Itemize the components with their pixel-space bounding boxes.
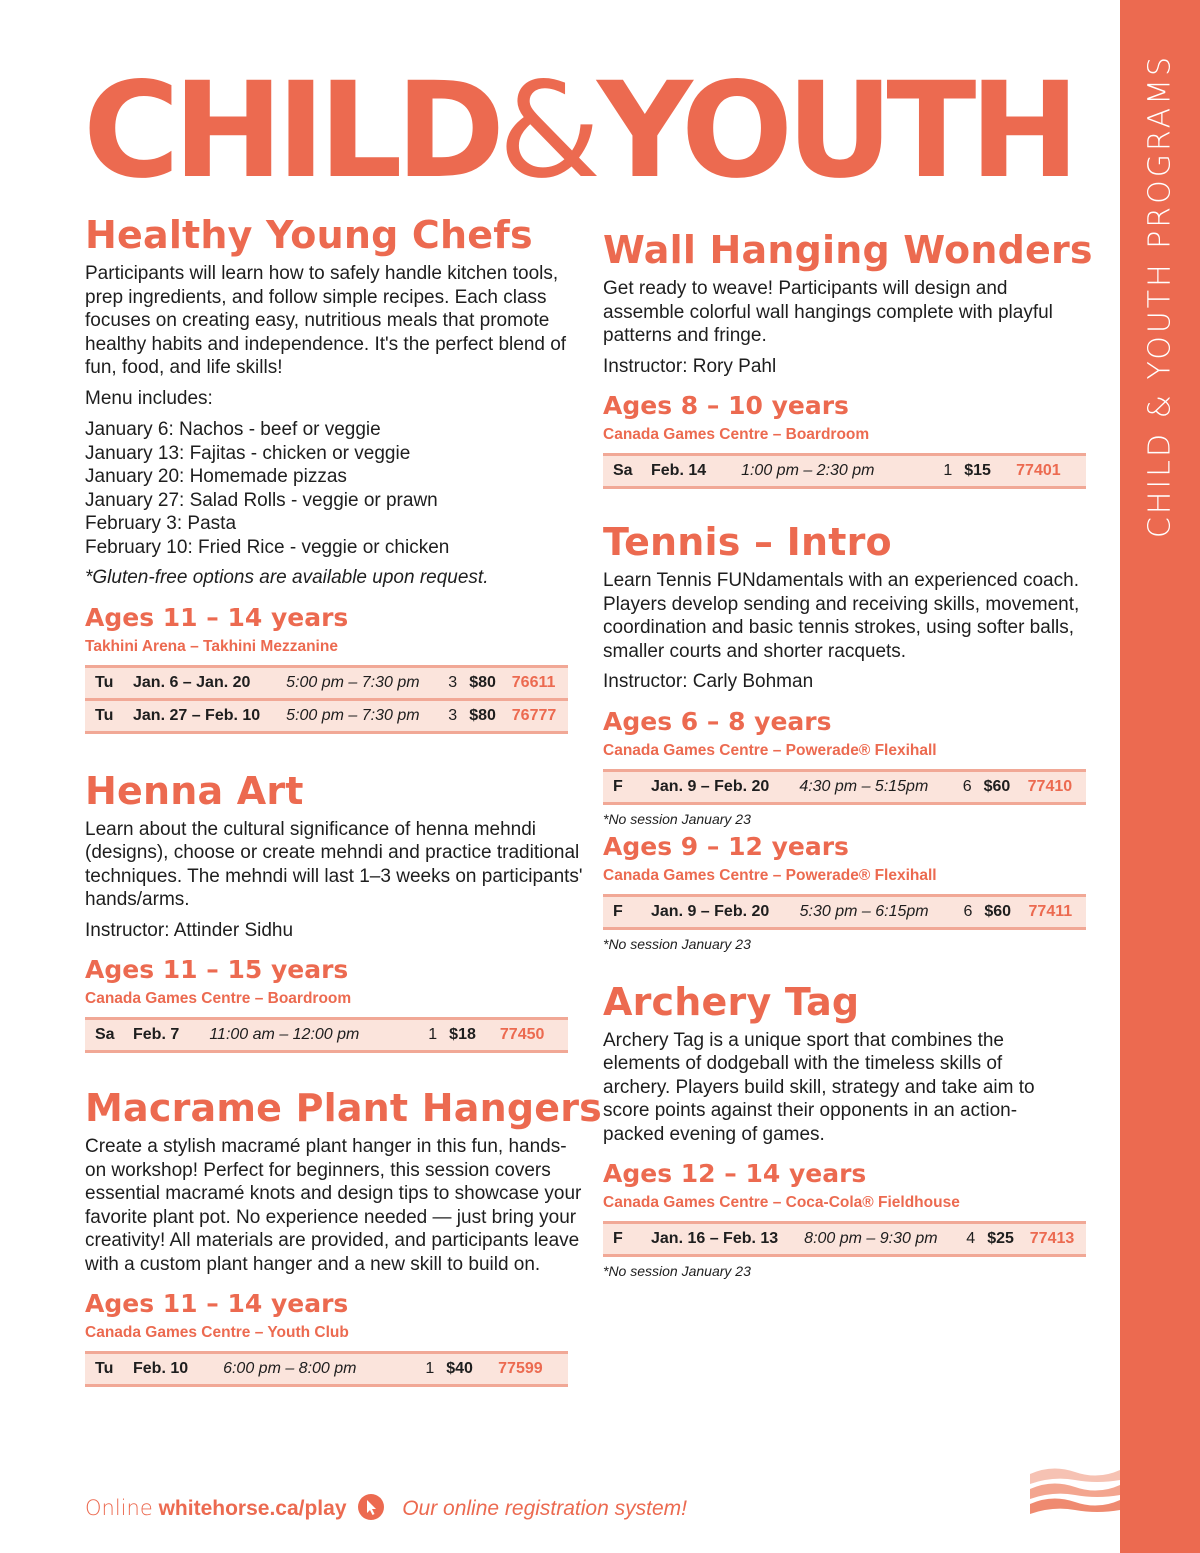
instructor: Instructor: Rory Pahl xyxy=(603,355,777,377)
venue: Canada Games Centre – Powerade® Flexihall xyxy=(603,866,937,884)
age-group: Ages 12 – 14 years xyxy=(603,1159,867,1188)
program-description: Participants will learn how to safely handle kitchen tools, prep ingredients, and follow simple recipes. Each class focuses on creating easy, nutritious meals that promote healthy habits and independence. It's the perfect blend of fun, food, and life skills! xyxy=(85,263,567,378)
menu-list xyxy=(85,418,585,559)
title-child: CHILD xyxy=(83,54,499,208)
session-classes: 3 xyxy=(448,706,458,724)
session-day: F xyxy=(613,902,623,920)
venue: Canada Games Centre – Coca-Cola® Fieldhouse xyxy=(603,1194,960,1211)
page-number: 3 xyxy=(1155,1488,1177,1526)
program-description: Learn about the cultural significance of henna mehndi (designs), choose or create mehndi and practice traditional techniques. The mehndi will last 1–3 weeks on participants' hands/arms. xyxy=(85,818,583,910)
session-time: 6:00 pm – 8:00 pm xyxy=(223,1360,357,1377)
session-row xyxy=(85,1353,568,1386)
program-description: Get ready to weave! Participants will design and assemble colorful wall hangings complete with playful patterns and fringe. xyxy=(603,278,1053,346)
instructor: Instructor: Carly Bohman xyxy=(603,671,814,692)
session-row xyxy=(85,1019,568,1052)
schedule-table xyxy=(603,769,1086,805)
program-title: Macrame Plant Hangers xyxy=(85,1086,602,1130)
session-price: $60 xyxy=(984,902,1012,920)
session-day: Tu xyxy=(95,673,114,691)
session-code[interactable]: 76611 xyxy=(511,673,556,691)
footer-online-label: Online xyxy=(85,1496,153,1520)
session-day: Sa xyxy=(613,462,633,479)
program-archery-tag xyxy=(603,979,1089,1281)
title-ampersand: & xyxy=(498,54,598,208)
venue: Canada Games Centre – Boardroom xyxy=(603,426,870,443)
session-code[interactable]: 77401 xyxy=(1016,462,1061,479)
program-title: Archery Tag xyxy=(603,979,860,1024)
schedule-table xyxy=(603,1221,1086,1257)
session-classes: 4 xyxy=(966,1230,976,1247)
schedule-table xyxy=(85,1017,568,1053)
session-dates: Jan. 9 – Feb. 20 xyxy=(651,902,770,920)
session-note: *No session January 23 xyxy=(603,935,751,952)
program-title: Healthy Young Chefs xyxy=(85,213,533,257)
footer xyxy=(85,1496,687,1522)
schedule-table xyxy=(85,665,568,734)
session-classes: 3 xyxy=(448,673,458,691)
gluten-note: *Gluten-free options are available upon request. xyxy=(85,567,489,588)
session-price: $80 xyxy=(469,673,496,691)
session-code[interactable]: 77599 xyxy=(498,1360,543,1377)
program-description: Create a stylish macramé plant hanger in this fun, hands-on workshop! Perfect for beginners, this session covers essential macramé knots and design tips to showcase your favorite plant pot. No experience needed — just bring your creativity! All materials are provided, and participants leave with a custom plant hanger and a new skill to build on. xyxy=(85,1136,582,1275)
session-time: 1:00 pm – 2:30 pm xyxy=(741,462,875,479)
left-column xyxy=(85,212,602,1387)
age-group: Ages 6 – 8 years xyxy=(603,706,832,736)
session-classes: 1 xyxy=(425,1360,435,1377)
program-henna-art xyxy=(85,768,585,1054)
program-description: Learn Tennis FUNdamentals with an experienced coach. Players develop sending and receiving skills, movement, coordination and basic tennis strokes, using softer balls, smaller courts and shorter racquets. xyxy=(603,570,1080,662)
session-dates: Jan. 9 – Feb. 20 xyxy=(651,777,770,795)
registration-link[interactable]: whitehorse.ca/play xyxy=(158,1497,347,1520)
session-price: $25 xyxy=(987,1230,1014,1247)
session-dates: Feb. 7 xyxy=(133,1026,180,1043)
session-note: *No session January 23 xyxy=(603,1263,751,1279)
session-code[interactable]: 77450 xyxy=(499,1026,545,1043)
program-macrame-plant-hangers xyxy=(85,1085,602,1387)
title-youth: YOUTH xyxy=(597,54,1073,208)
cursor-icon xyxy=(358,1494,384,1520)
schedule-table xyxy=(85,1351,568,1387)
session-day: F xyxy=(613,1230,623,1247)
session-classes: 1 xyxy=(943,462,953,479)
age-group: Ages 8 – 10 years xyxy=(603,391,849,420)
session-classes: 6 xyxy=(962,777,972,795)
session-row xyxy=(603,770,1086,803)
age-group: Ages 11 – 15 years xyxy=(85,955,349,984)
session-classes: 6 xyxy=(963,902,973,920)
session-price: $60 xyxy=(983,777,1011,795)
session-code[interactable]: 76777 xyxy=(511,706,557,724)
session-day: Sa xyxy=(95,1026,115,1043)
session-classes: 1 xyxy=(428,1026,438,1043)
program-description: Archery Tag is a unique sport that combines the elements of dodgeball with the timeless skills of archery. Players build skill, strategy and take aim to score points against their opponents in an action-packed evening of games. xyxy=(603,1029,1035,1145)
session-time: 5:30 pm – 6:15pm xyxy=(799,902,929,920)
footer-tagline: Our online registration system! xyxy=(402,1497,687,1520)
session-code[interactable]: 77410 xyxy=(1027,777,1073,795)
menu-item: February 3: Pasta xyxy=(85,513,237,534)
venue: Canada Games Centre – Youth Club xyxy=(85,1324,349,1341)
schedule-table xyxy=(603,453,1086,489)
age-group: Ages 11 – 14 years xyxy=(85,602,349,632)
age-group: Ages 9 – 12 years xyxy=(603,831,849,861)
session-day: Tu xyxy=(95,1360,114,1377)
session-note: *No session January 23 xyxy=(603,810,751,827)
session-row xyxy=(603,1223,1086,1256)
session-time: 4:30 pm – 5:15pm xyxy=(799,777,929,795)
session-dates: Jan. 27 – Feb. 10 xyxy=(133,706,261,724)
session-price: $40 xyxy=(446,1360,473,1377)
session-dates: Jan. 6 – Jan. 20 xyxy=(133,673,251,691)
instructor: Instructor: Attinder Sidhu xyxy=(85,919,294,941)
session-code[interactable]: 77411 xyxy=(1028,902,1073,920)
venue: Takhini Arena – Takhini Mezzanine xyxy=(85,637,338,655)
session-row xyxy=(603,895,1086,928)
program-tennis-intro xyxy=(603,519,1089,953)
session-time: 5:00 pm – 7:30 pm xyxy=(286,673,420,691)
session-dates: Feb. 10 xyxy=(133,1360,189,1377)
venue: Canada Games Centre – Powerade® Flexihall xyxy=(603,741,937,759)
program-title: Tennis – Intro xyxy=(603,520,892,564)
right-column xyxy=(603,227,1093,1280)
session-row xyxy=(603,455,1086,488)
menu-item: January 20: Homemade pizzas xyxy=(85,466,347,487)
session-row xyxy=(85,666,568,699)
menu-label: Menu includes: xyxy=(85,387,213,409)
session-time: 5:00 pm – 7:30 pm xyxy=(286,706,420,724)
menu-item: January 13: Fajitas - chicken or veggie xyxy=(85,442,411,464)
side-label: CHILD & YOUTH PROGRAMS xyxy=(1142,53,1178,539)
session-price: $18 xyxy=(449,1026,476,1043)
session-price: $80 xyxy=(469,706,496,724)
session-time: 8:00 pm – 9:30 pm xyxy=(804,1230,938,1247)
schedule-table xyxy=(603,894,1086,930)
session-row xyxy=(85,699,568,732)
menu-item: February 10: Fried Rice - veggie or chicken xyxy=(85,536,450,558)
session-price: $15 xyxy=(964,462,991,479)
session-dates: Feb. 14 xyxy=(651,462,707,479)
session-dates: Jan. 16 – Feb. 13 xyxy=(651,1230,779,1247)
session-day: Tu xyxy=(95,706,114,724)
wave-graphic-icon xyxy=(1030,1462,1120,1532)
program-title: Wall Hanging Wonders xyxy=(603,228,1093,272)
program-title: Henna Art xyxy=(85,768,304,813)
program-healthy-young-chefs xyxy=(85,212,585,734)
session-time: 11:00 am – 12:00 pm xyxy=(209,1026,360,1043)
age-group: Ages 11 – 14 years xyxy=(85,1289,349,1318)
session-day: F xyxy=(613,777,623,795)
page-title xyxy=(83,56,1103,206)
venue: Canada Games Centre – Boardroom xyxy=(85,990,352,1007)
menu-item: January 27: Salad Rolls - veggie or prawn xyxy=(85,489,438,511)
session-code[interactable]: 77413 xyxy=(1029,1230,1075,1247)
menu-item: January 6: Nachos - beef or veggie xyxy=(85,419,381,440)
program-wall-hanging-wonders xyxy=(603,227,1093,489)
